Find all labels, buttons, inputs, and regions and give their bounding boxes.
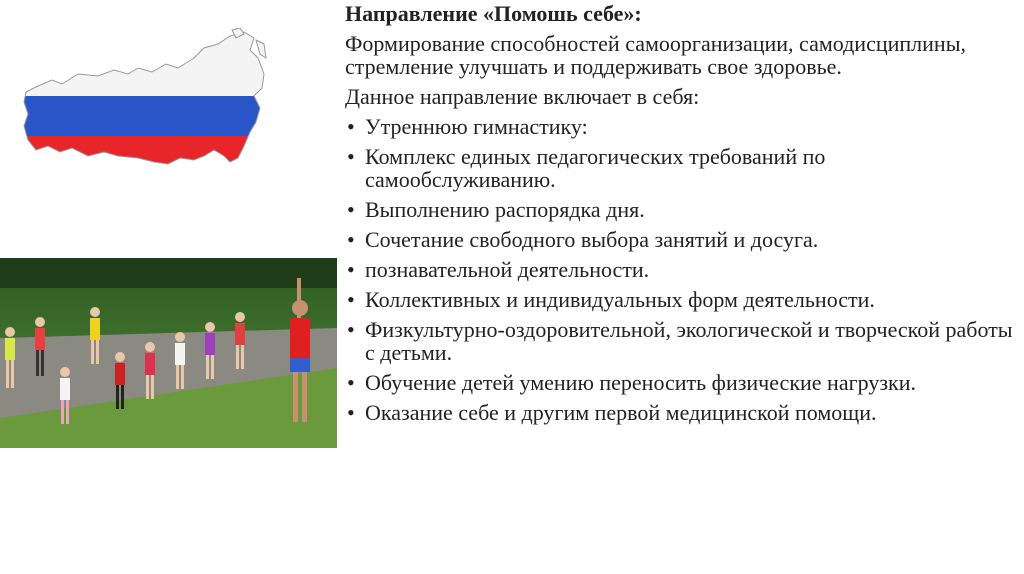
list-item-text: Выполнению распорядка дня. — [365, 197, 645, 222]
bullet-icon: • — [347, 370, 355, 395]
content-text-block — [345, 2, 1017, 431]
bullet-icon: • — [347, 227, 355, 252]
bullet-icon: • — [347, 114, 355, 139]
bullet-icon: • — [347, 144, 355, 169]
intro-paragraph: Формирование способностей самоорганизации, самодисциплины, стремление улучшать и поддерживать свое здоровье. — [345, 31, 966, 79]
list-item-text: Оказание себе и другим первой медицинской помощи. — [365, 400, 877, 425]
activity-list — [345, 115, 1017, 424]
list-item — [345, 228, 1017, 251]
list-item — [345, 145, 1017, 191]
list-item — [345, 318, 1017, 364]
list-item — [345, 288, 1017, 311]
bullet-icon: • — [347, 317, 355, 342]
bullet-icon: • — [347, 400, 355, 425]
russia-flag-map-image — [18, 28, 270, 176]
list-item — [345, 258, 1017, 281]
list-item-text: Сочетание свободного выбора занятий и досуга. — [365, 227, 819, 252]
section-heading: Направление «Помошь себе»: — [345, 1, 642, 26]
list-item — [345, 115, 1017, 138]
list-item — [345, 401, 1017, 424]
bullet-icon: • — [347, 257, 355, 282]
list-item-text: Коллективных и индивидуальных форм деятельности. — [365, 287, 875, 312]
includes-label: Данное направление включает в себя: — [345, 84, 700, 109]
list-item-text: Обучение детей умению переносить физические нагрузки. — [365, 370, 916, 395]
bullet-icon: • — [347, 197, 355, 222]
list-item-text: Утреннюю гимнастику: — [365, 114, 588, 139]
list-item — [345, 198, 1017, 221]
bullet-icon: • — [347, 287, 355, 312]
list-item-text: Физкультурно-оздоровительной, экологической и творческой работы с детьми. — [365, 317, 1013, 365]
children-exercise-photo — [0, 258, 337, 448]
list-item-text: Комплекс единых педагогических требований по самообслуживанию. — [365, 144, 826, 192]
list-item — [345, 371, 1017, 394]
list-item-text: познавательной деятельности. — [365, 257, 650, 282]
